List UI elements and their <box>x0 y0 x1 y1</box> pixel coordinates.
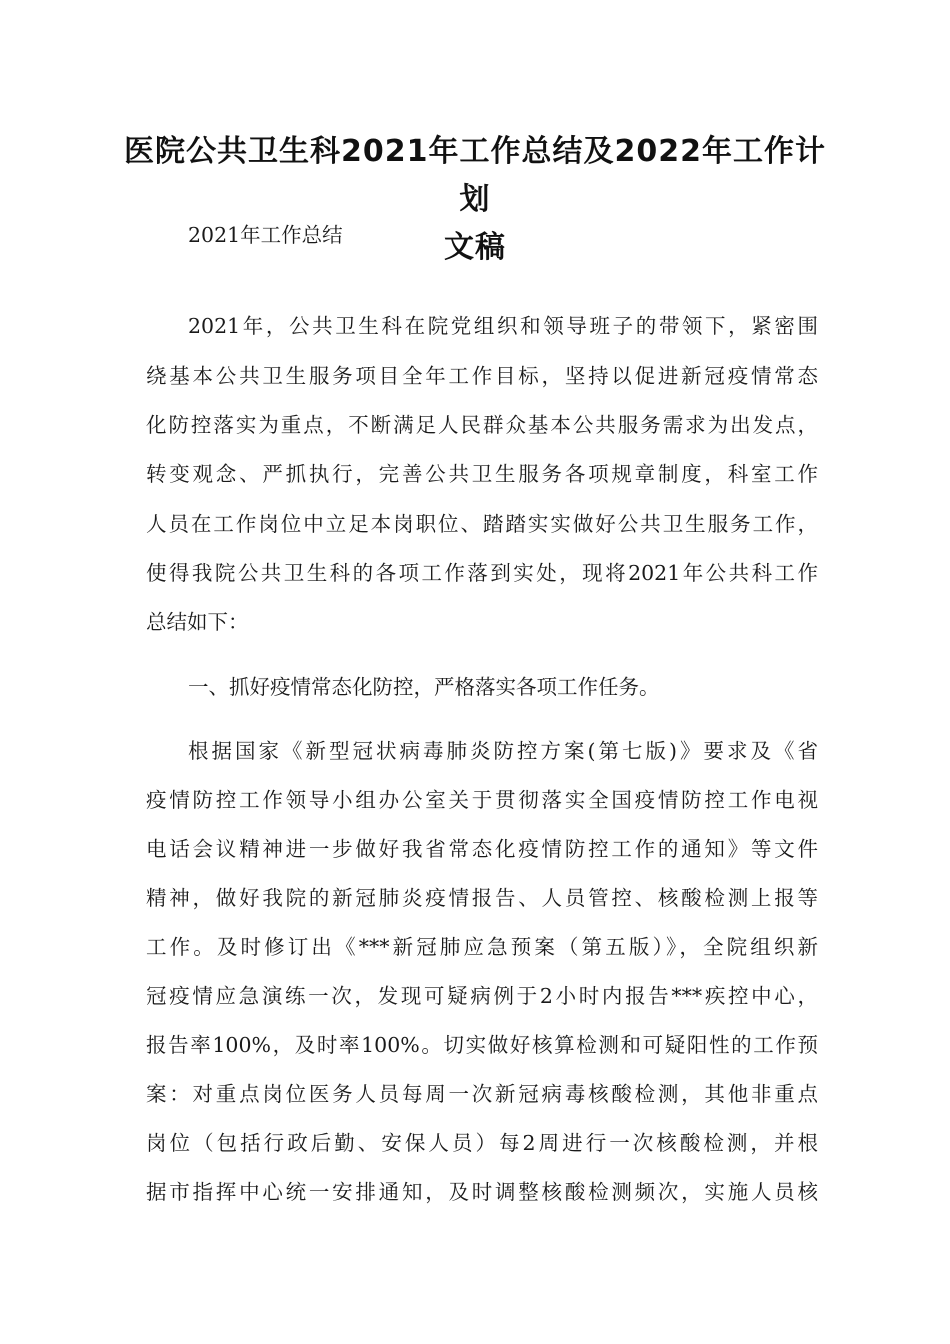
paragraph-line: 使得我院公共卫生科的各项工作落到实处，现将2021年公共科工作 <box>146 561 818 585</box>
section-heading: 2021年工作总结 <box>188 223 343 247</box>
paragraph-line: 报告率100%，及时率100%。切实做好核算检测和可疑阳性的工作预 <box>146 1033 818 1057</box>
paragraph-line: 工作。及时修订出《***新冠肺应急预案（第五版）》，全院组织新 <box>146 935 818 959</box>
title-line-2: 文稿 <box>444 230 506 265</box>
paragraph-line: 据市指挥中心统一安排通知，及时调整核酸检测频次，实施人员核 <box>146 1180 818 1204</box>
subheading-1: 一、抓好疫情常态化防控，严格落实各项工作任务。 <box>188 675 660 699</box>
title-line-1: 医院公共卫生科2021年工作总结及2022年工作计划 <box>124 134 826 217</box>
paragraph-line: 电话会议精神进一步做好我省常态化疫情防控工作的通知》等文件 <box>146 837 818 861</box>
paragraph-line: 人员在工作岗位中立足本岗职位、踏踏实实做好公共卫生服务工作， <box>146 512 818 536</box>
paragraph-line: 根据国家《新型冠状病毒肺炎防控方案(第七版)》要求及《省 <box>188 739 818 763</box>
paragraph-line: 2021年，公共卫生科在院党组织和领导班子的带领下，紧密围 <box>188 314 818 338</box>
document-title <box>120 128 830 272</box>
paragraph-line: 总结如下： <box>146 610 249 634</box>
paragraph-line: 转变观念、严抓执行，完善公共卫生服务各项规章制度，科室工作 <box>146 462 818 486</box>
paragraph-line: 疫情防控工作领导小组办公室关于贯彻落实全国疫情防控工作电视 <box>146 788 818 812</box>
paragraph-line: 化防控落实为重点，不断满足人民群众基本公共服务需求为出发点， <box>146 413 818 437</box>
paragraph-line: 冠疫情应急演练一次，发现可疑病例于2小时内报告***疾控中心， <box>146 984 818 1008</box>
paragraph-line: 精神，做好我院的新冠肺炎疫情报告、人员管控、核酸检测上报等 <box>146 886 818 910</box>
paragraph-line: 案：对重点岗位医务人员每周一次新冠病毒核酸检测，其他非重点 <box>146 1082 818 1106</box>
paragraph-line: 绕基本公共卫生服务项目全年工作目标，坚持以促进新冠疫情常态 <box>146 364 818 388</box>
paragraph-line: 岗位（包括行政后勤、安保人员）每2周进行一次核酸检测，并根 <box>146 1131 818 1155</box>
